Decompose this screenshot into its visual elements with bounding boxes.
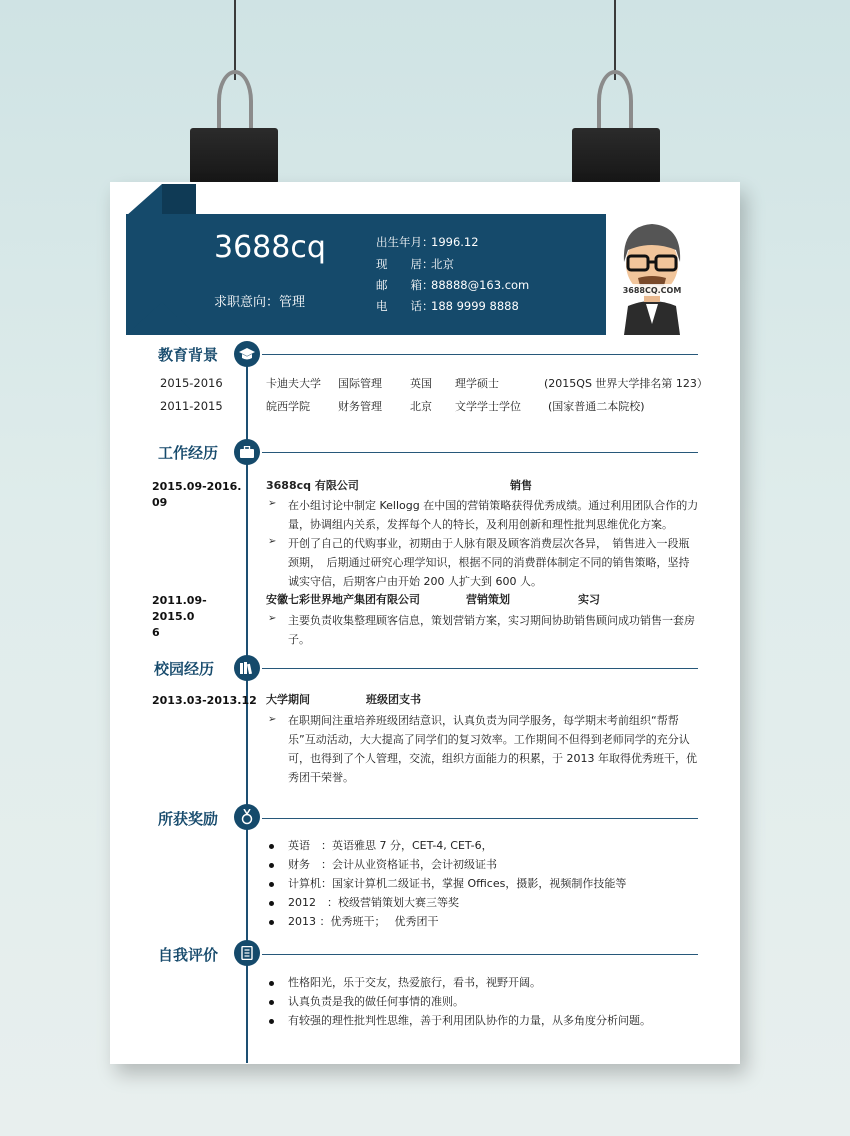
- award-item: 计算机：国家计算机二级证书，掌握 Offices，摄影，视频制作技能等: [288, 877, 627, 890]
- section-divider: [262, 452, 698, 453]
- section-divider: [262, 954, 698, 955]
- edu-major: 财务管理: [338, 400, 382, 413]
- info-value: 北京: [431, 257, 454, 271]
- edu-years: 2015-2016: [160, 376, 223, 390]
- edu-note: (2015QS 世界大学排名第 123）: [544, 377, 708, 390]
- right-wire: [614, 0, 616, 80]
- notebook-icon: [234, 940, 260, 966]
- job-intent: 求职意向：管理: [214, 295, 306, 310]
- edu-years: 2011-2015: [160, 399, 223, 413]
- info-email: [376, 277, 529, 293]
- arrow-bullet-icon: ➢: [268, 714, 277, 725]
- bullet-dot-icon: [269, 901, 274, 906]
- info-label: 电 话：: [376, 299, 434, 313]
- section-title-education: 教育背景: [158, 346, 219, 364]
- bullet-dot-icon: [269, 882, 274, 887]
- section-divider: [262, 354, 698, 355]
- medal-icon: [234, 804, 260, 830]
- self-eval-item: 性格阳光，乐于交友，热爱旅行，看书，视野开阔。: [288, 976, 541, 989]
- info-label: 出生年月：: [376, 235, 434, 249]
- arrow-bullet-icon: ➢: [268, 498, 277, 509]
- info-value: 1996.12: [431, 235, 479, 249]
- award-item: 2013 ：优秀班干； 优秀团干: [288, 915, 439, 928]
- arrow-bullet-icon: ➢: [268, 613, 277, 624]
- edu-major: 国际管理: [338, 377, 382, 390]
- edu-place: 英国: [410, 377, 432, 390]
- edu-note: (国家普通二本院校): [548, 400, 645, 413]
- info-label: 邮 箱：: [376, 278, 434, 292]
- applicant-name: 3688cq: [214, 230, 326, 265]
- job-date: 2011.09-2015.0 6: [152, 594, 207, 639]
- job-type: 实习: [578, 593, 600, 606]
- self-eval-item: 认真负责是我的做任何事情的准则。: [288, 995, 464, 1008]
- edu-place: 北京: [410, 400, 432, 413]
- job-company: 安徽七彩世界地产集团有限公司: [266, 593, 420, 606]
- info-value: 188 9999 8888: [431, 299, 519, 313]
- bullet-dot-icon: [269, 863, 274, 868]
- campus-date: 2013.03-2013.12: [152, 694, 257, 707]
- bullet-dot-icon: [269, 1000, 274, 1005]
- self-eval-item: 有较强的理性批判性思维，善于利用团队协作的力量，从多角度分析问题。: [288, 1014, 651, 1027]
- edu-degree: 理学硕士: [455, 377, 499, 390]
- bullet-dot-icon: [269, 844, 274, 849]
- award-item: 英语 ：英语雅思 7 分，CET-4, CET-6，: [288, 839, 493, 852]
- edu-degree: 文学学士学位: [455, 400, 521, 413]
- section-divider: [262, 818, 698, 819]
- info-residence: [376, 256, 454, 272]
- job-point: 在小组讨论中制定 Kellogg 在中国的营销策略获得优秀成绩。通过利用团队合作的力量，协调组内关系，发挥每个人的特长，及利用创新和理性批判思维优化方案。: [288, 499, 699, 531]
- section-title-self-eval: 自我评价: [158, 946, 219, 964]
- avatar-photo: [606, 214, 698, 335]
- job-point: 开创了自己的代购事业，初期由于人脉有限及顾客消费层次各异， 销售进入一段瓶颈期， 后期通过研究心理学知识，根据不同的消费群体制定不同的销售策略，坚持诚实守信，后期客户由开始 200 人扩大到 600 人。: [288, 537, 690, 588]
- briefcase-icon: [234, 439, 260, 465]
- campus-period: 大学期间: [266, 693, 310, 706]
- award-item: 财务 ：会计从业资格证书，会计初级证书: [288, 858, 497, 871]
- campus-role: 班级团支书: [366, 693, 421, 706]
- campus-point: 在职期间注重培养班级团结意识，认真负责为同学服务，每学期末考前组织“帮帮乐”互动活动，大大提高了同学们的复习效率。工作期间不但得到老师同学的充分认可，也得到了个人管理，交流，组织方面能力的积累，于 2013 年取得优秀班干，优秀团干荣誉。: [288, 714, 697, 784]
- job-role: 营销策划: [466, 593, 510, 606]
- edu-school: 皖西学院: [266, 400, 310, 413]
- avatar-illustration: [606, 214, 698, 335]
- photo-watermark: 3688CQ.COM: [622, 286, 682, 295]
- bullet-dot-icon: [269, 920, 274, 925]
- job-role: 销售: [510, 479, 532, 492]
- job-date: 2015.09-2016. 09: [152, 480, 242, 509]
- award-item: 2012 ：校级营销策划大赛三等奖: [288, 896, 459, 909]
- left-wire: [234, 0, 236, 80]
- bullet-dot-icon: [269, 981, 274, 986]
- arrow-bullet-icon: ➢: [268, 536, 277, 547]
- books-icon: [234, 655, 260, 681]
- graduation-cap-icon: [234, 341, 260, 367]
- bullet-dot-icon: [269, 1019, 274, 1024]
- header-band: [126, 214, 606, 335]
- left-binder-clip: [190, 128, 278, 184]
- job-company: 3688cq 有限公司: [266, 479, 359, 492]
- section-title-awards: 所获奖励: [158, 810, 219, 828]
- info-label: 现 居：: [376, 257, 434, 271]
- info-value: 88888@163.com: [431, 278, 530, 292]
- left-clip-handle: [217, 70, 253, 132]
- right-clip-handle: [597, 70, 633, 132]
- section-divider: [262, 668, 698, 669]
- job-point: 主要负责收集整理顾客信息，策划营销方案，实习期间协助销售顾问成功销售一套房子。: [288, 614, 695, 646]
- section-title-campus: 校园经历: [154, 660, 215, 678]
- header-ribbon: [126, 184, 196, 335]
- info-phone: [376, 298, 519, 314]
- edu-school: 卡迪夫大学: [266, 377, 321, 390]
- info-birth: [376, 234, 479, 250]
- right-binder-clip: [572, 128, 660, 184]
- section-title-work: 工作经历: [158, 444, 219, 462]
